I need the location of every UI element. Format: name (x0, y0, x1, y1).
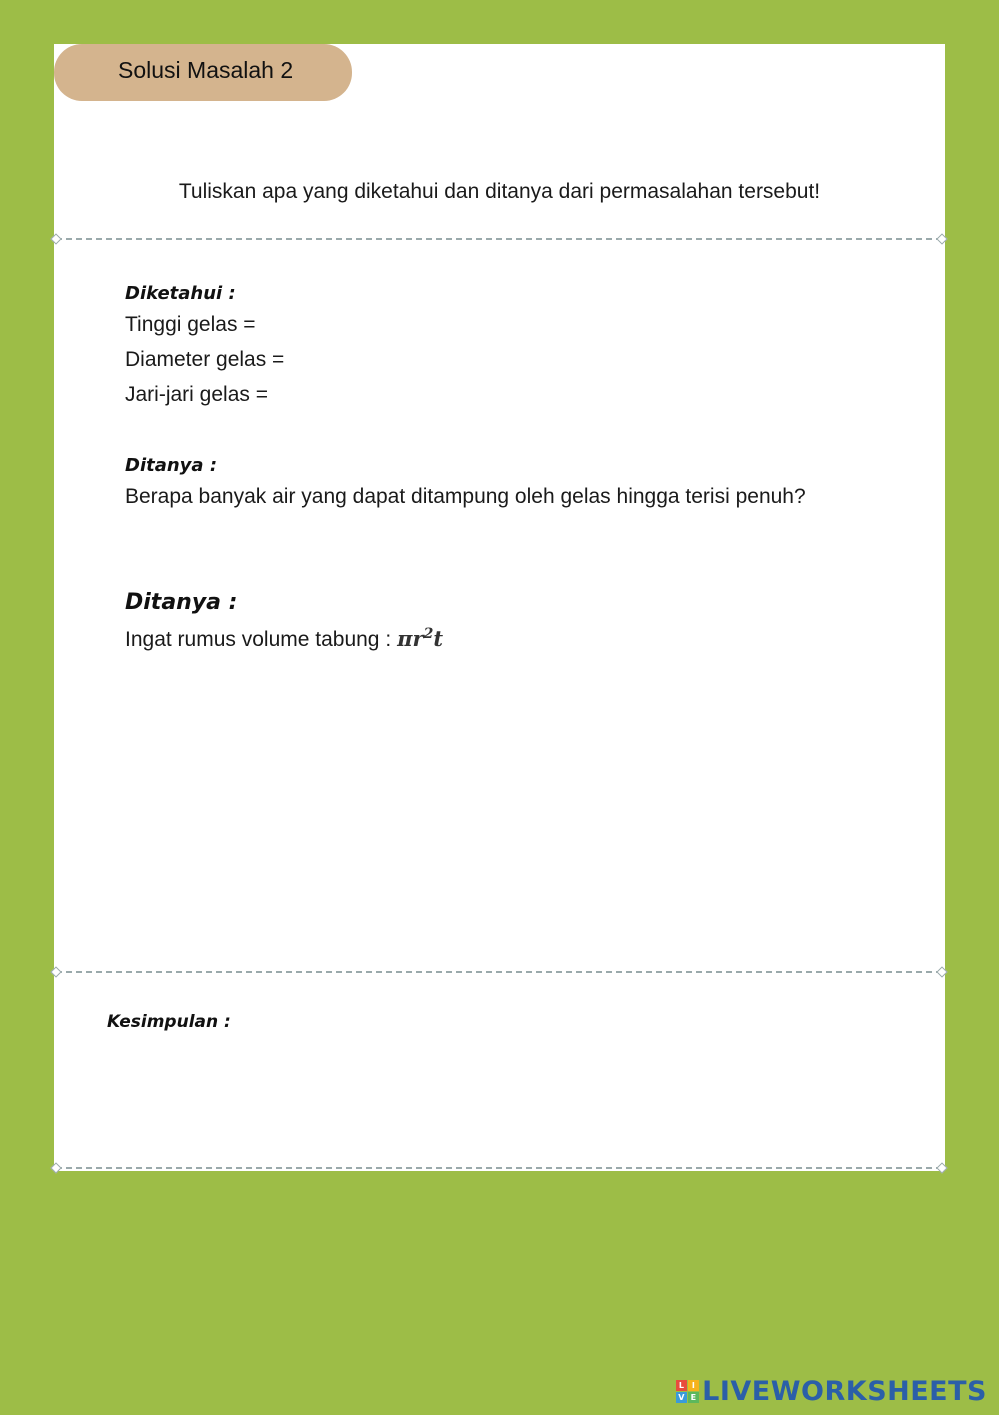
logo-mark-v: V (676, 1392, 687, 1403)
formula-hint (125, 626, 443, 652)
asked-heading: Ditanya : (125, 455, 218, 476)
conclusion-heading: Kesimpulan : (107, 1012, 231, 1032)
section-tab-label: Solusi Masalah 2 (118, 57, 294, 83)
logo-mark-e: E (688, 1392, 699, 1403)
section-tab (54, 44, 352, 101)
liveworksheets-logo-icon (676, 1380, 699, 1403)
asked-question: Berapa banyak air yang dapat ditampung oleh gelas hingga terisi penuh? (125, 485, 806, 508)
answer-heading: Ditanya : (125, 590, 238, 615)
liveworksheets-logo-text: LIVEWORKSHEETS (702, 1376, 987, 1407)
logo-mark-i: I (688, 1380, 699, 1391)
cylinder-volume-formula (397, 626, 443, 651)
logo-mark-l: L (676, 1380, 687, 1391)
divider-middle (56, 971, 942, 973)
divider-top (56, 238, 942, 240)
formula-base: πr (397, 626, 424, 651)
known-line-diameter: Diameter gelas = (125, 348, 285, 371)
formula-variable: t (433, 626, 444, 651)
known-line-height: Tinggi gelas = (125, 313, 256, 336)
divider-bottom (56, 1167, 942, 1169)
known-line-radius: Jari-jari gelas = (125, 383, 268, 406)
formula-hint-prefix: Ingat rumus volume tabung : (125, 628, 392, 651)
formula-exponent: 2 (423, 626, 434, 642)
liveworksheets-logo (676, 1376, 987, 1407)
known-heading: Diketahui : (125, 283, 236, 304)
instruction-text: Tuliskan apa yang diketahui dan ditanya dari permasalahan tersebut! (178, 180, 821, 203)
